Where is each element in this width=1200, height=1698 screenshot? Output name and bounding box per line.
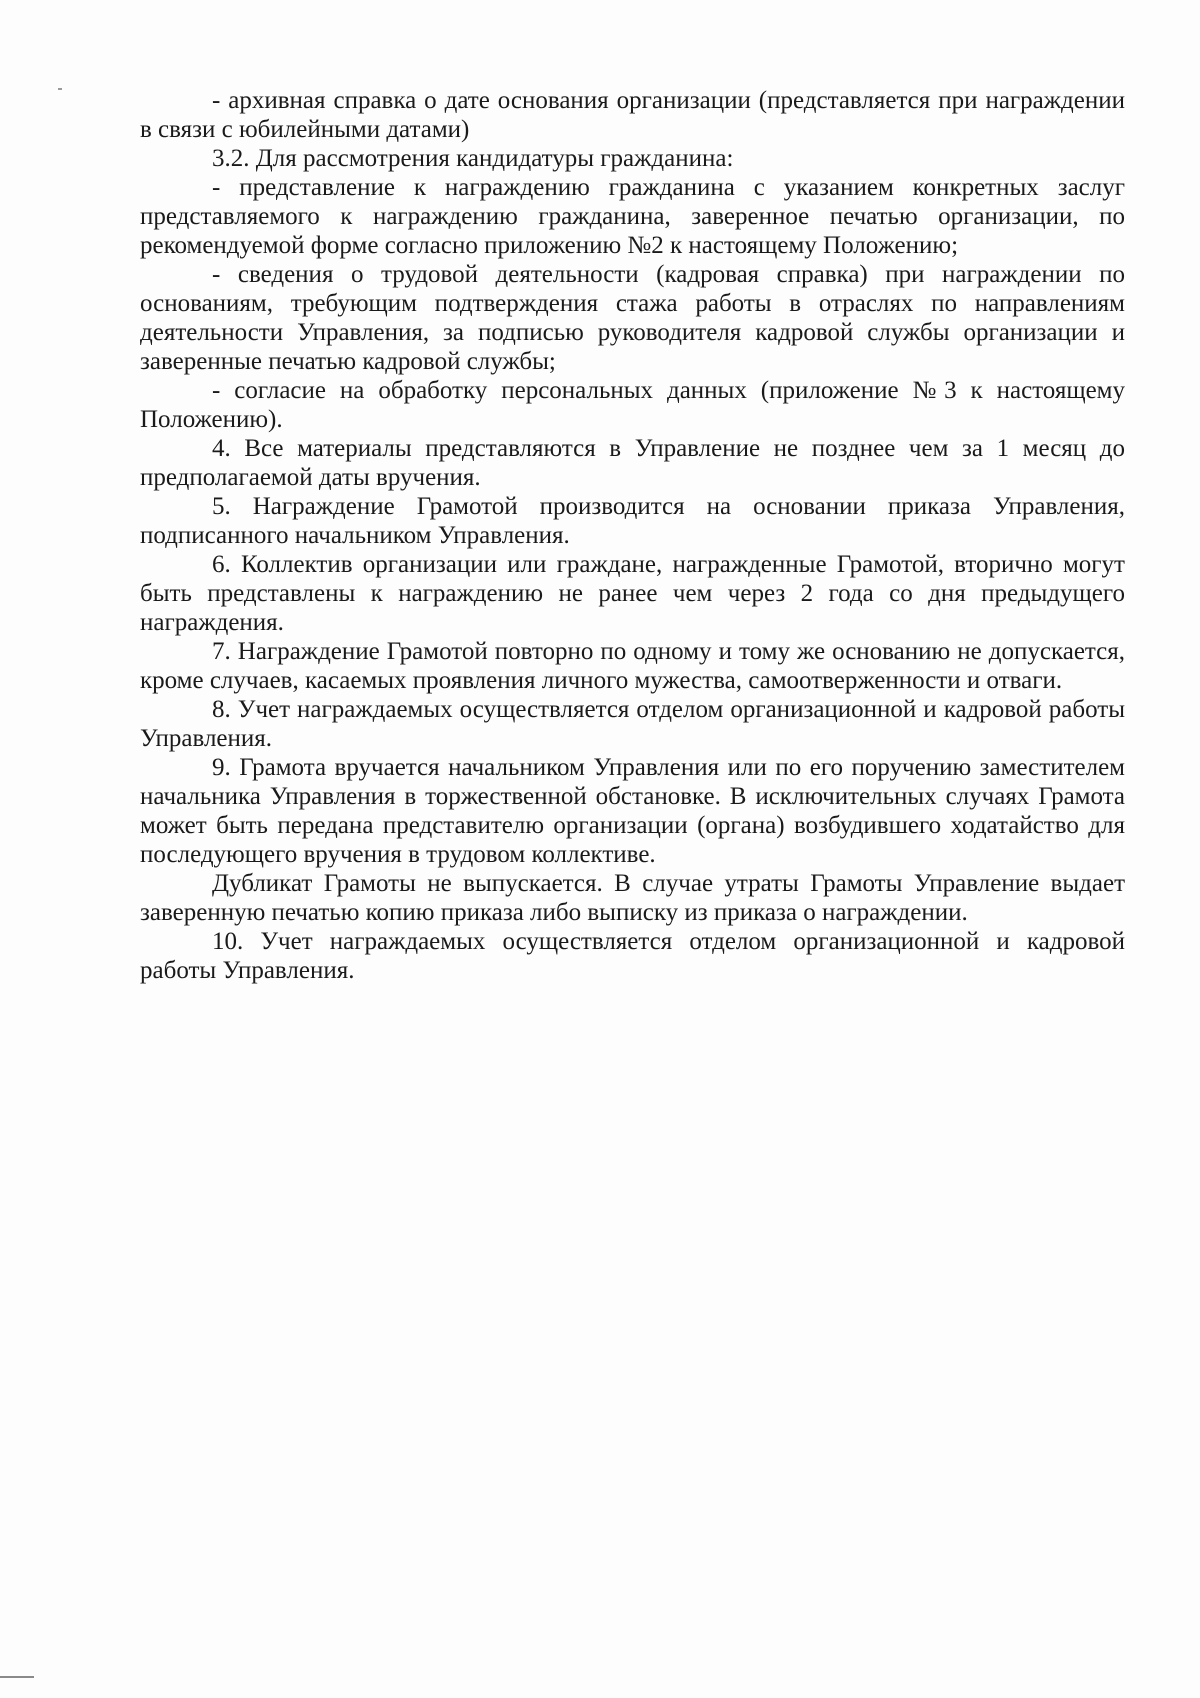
paragraph-nomination-submission: - представление к награждению гражданина с указанием конкретных заслуг представляемого к награждению гражданина, заверенное печатью организации, по рекомендуемой форме согласно приложению №2 к настоящему Положению; bbox=[140, 174, 1125, 259]
scan-artifact-top bbox=[58, 88, 62, 90]
paragraph-duplicate: Дубликат Грамоты не выпускается. В случае утраты Грамоты Управление выдает заверенную печатью копию приказа либо выписку из приказа о награждении. bbox=[140, 870, 1125, 926]
paragraph-3-2-heading: 3.2. Для рассмотрения кандидатуры гражданина: bbox=[212, 145, 734, 172]
paragraph-8: 8. Учет награждаемых осуществляется отделом организационной и кадровой работы Управления. bbox=[140, 696, 1125, 752]
paragraph-7: 7. Награждение Грамотой повторно по одному и тому же основанию не допускается, кроме случаев, касаемых проявления личного мужества, самоотверженности и отваги. bbox=[140, 638, 1125, 694]
scan-artifact-bottom bbox=[0, 1676, 34, 1678]
paragraph-10: 10. Учет награждаемых осуществляется отделом организационной и кадровой работы Управления. bbox=[140, 928, 1125, 984]
paragraph-9: 9. Грамота вручается начальником Управления или по его поручению заместителем начальника Управления в торжественной обстановке. В исключительных случаях Грамота может быть передана представителю организации (органа) возбудившего ходатайство для последующего вручения в трудовом коллективе. bbox=[140, 754, 1125, 868]
paragraph-employment-record: - сведения о трудовой деятельности (кадровая справка) при награждении по основаниям, требующим подтверждения стажа работы в отраслях по направлениям деятельности Управления, за подписью руководителя кадровой службы организации и заверенные печатью кадровой службы; bbox=[140, 261, 1125, 375]
paragraph-personal-data-consent: - согласие на обработку персональных данных (приложение №3 к настоящему Положению). bbox=[140, 377, 1125, 433]
paragraph-6: 6. Коллектив организации или граждане, награжденные Грамотой, вторично могут быть представлены к награждению не ранее чем через 2 года со дня предыдущего награждения. bbox=[140, 551, 1125, 636]
paragraph-4: 4. Все материалы представляются в Управление не позднее чем за 1 месяц до предполагаемой даты вручения. bbox=[140, 435, 1125, 491]
paragraph-archive-certificate: - архивная справка о дате основания организации (представляется при награждении в связи с юбилейными датами) bbox=[140, 87, 1125, 143]
paragraph-5: 5. Награждение Грамотой производится на основании приказа Управления, подписанного начальником Управления. bbox=[140, 493, 1125, 549]
document-body bbox=[140, 86, 1125, 985]
